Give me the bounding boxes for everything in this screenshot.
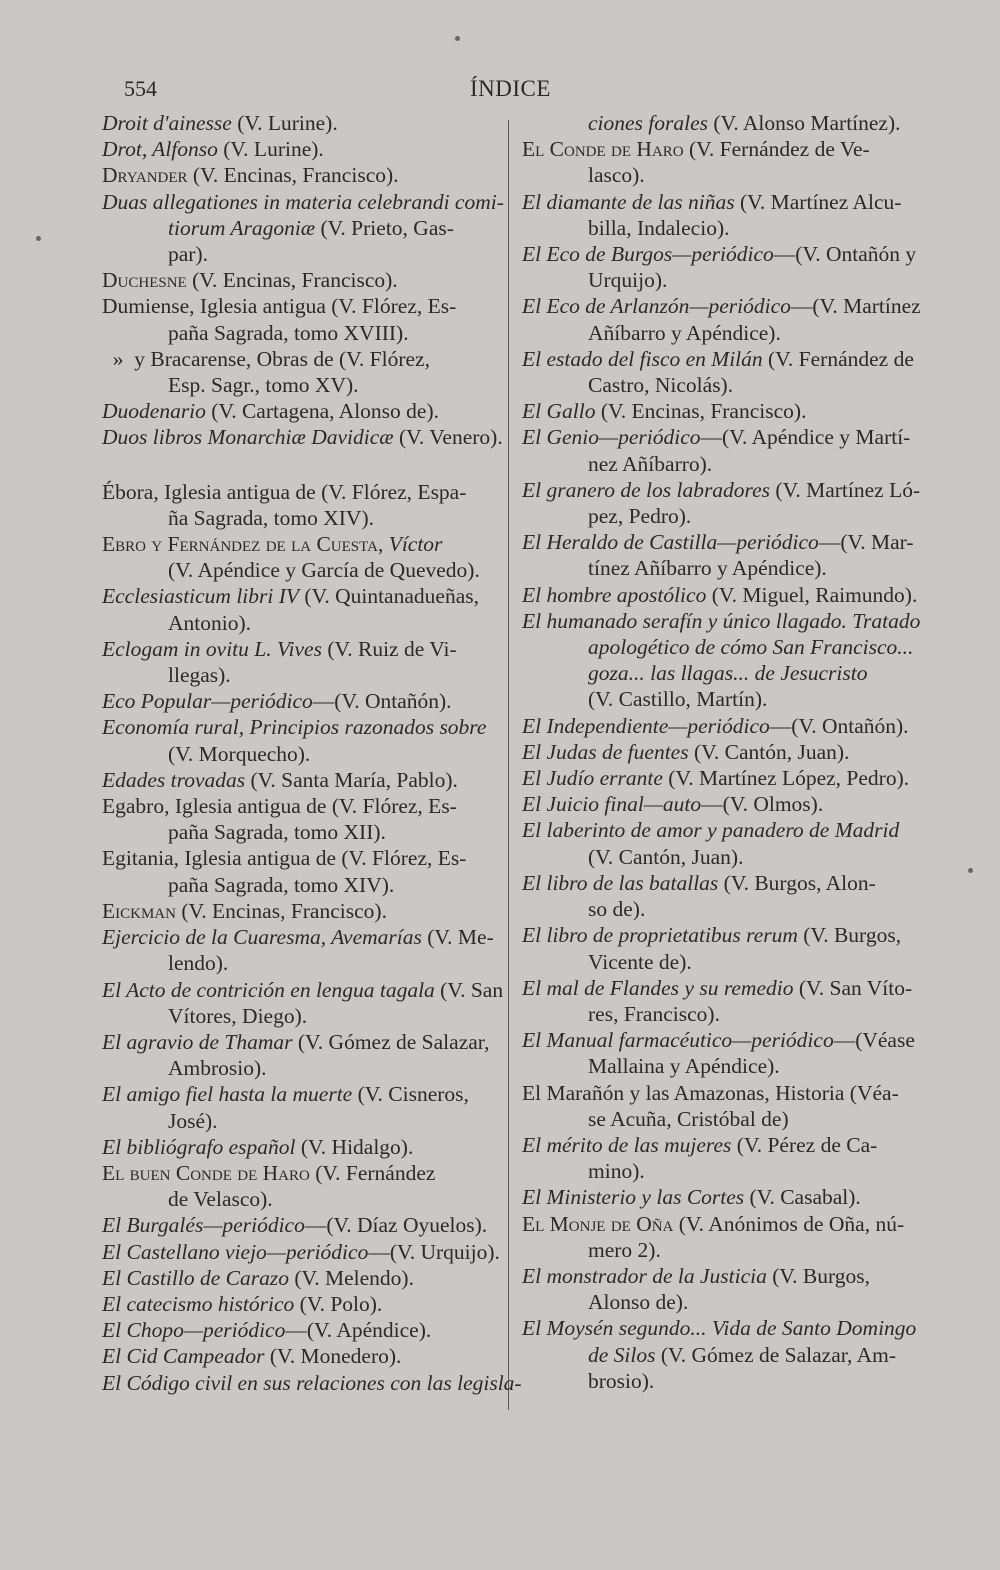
index-entry-continuation: paña Sagrada, tomo XVIII). <box>168 320 409 345</box>
index-entry <box>88 110 496 136</box>
index-entry-line: Eclogam in ovitu L. Vives (V. Ruiz de Vi- <box>102 636 457 661</box>
index-entry-line: El bibliógrafo español (V. Hidalgo). <box>102 1134 414 1159</box>
index-entry-continuation: de Velasco). <box>168 1187 273 1212</box>
index-entry-continuation: res, Francisco). <box>588 1001 720 1026</box>
index-entry <box>508 189 928 241</box>
index-entry-line: El amigo fiel hasta la muerte (V. Cisneros, <box>102 1082 469 1107</box>
index-entry-line: El Gallo (V. Encinas, Francisco). <box>522 399 807 424</box>
index-entry-line: El catecismo histórico (V. Polo). <box>102 1291 383 1316</box>
index-entry-line: Edades trovadas (V. Santa María, Pablo). <box>102 767 458 792</box>
index-entry-continuation: paña Sagrada, tomo XII). <box>168 820 386 845</box>
index-entry <box>508 1080 928 1132</box>
ink-speck <box>968 868 973 873</box>
index-entry-line: Egabro, Iglesia antigua de (V. Flórez, Es- <box>102 794 457 819</box>
index-entry <box>88 924 496 976</box>
index-entry <box>88 898 496 924</box>
index-entry-continuation: billa, Indalecio). <box>588 215 730 240</box>
index-entry <box>508 922 928 974</box>
index-entry-line: Droit d'ainesse (V. Lurine). <box>102 111 338 135</box>
index-entry <box>88 267 496 293</box>
index-entry-line: El Código civil en sus relaciones con las legisla- <box>102 1370 522 1395</box>
index-entry <box>508 293 928 345</box>
index-entry-line: Duos libros Monarchiæ Davidicæ (V. Venero). <box>102 425 503 450</box>
index-entry <box>508 1027 928 1079</box>
index-entry <box>508 398 928 424</box>
index-entry <box>88 767 496 793</box>
index-entry <box>508 241 928 293</box>
index-entry-line: El laberinto de amor y panadero de Madrid <box>522 818 900 843</box>
index-entry-continuation: llegas). <box>168 663 231 688</box>
index-entry-line: Duas allegationes in materia celebrandi comi- <box>102 189 504 214</box>
index-entry-continuation: (V. Castillo, Martín). <box>588 687 768 712</box>
index-entry <box>88 136 496 162</box>
index-entry-line: El libro de proprietatibus rerum (V. Burgos, <box>522 923 902 948</box>
index-entry-continuation: ña Sagrada, tomo XIV). <box>168 505 374 530</box>
index-entry <box>88 1160 496 1212</box>
index-entry <box>508 975 928 1027</box>
index-entry <box>88 1291 496 1317</box>
index-entry <box>508 424 928 476</box>
index-entry-line: » y Bracarense, Obras de (V. Flórez, <box>102 346 430 371</box>
index-entry-line: El Judas de fuentes (V. Cantón, Juan). <box>522 739 850 764</box>
index-entry <box>88 1239 500 1265</box>
index-entry-line: El Genio—periódico—(V. Apéndice y Martí- <box>522 425 911 450</box>
index-entry <box>508 346 928 398</box>
index-entry <box>508 608 928 660</box>
index-entry-line: El Independiente—periódico—(V. Ontañón). <box>522 713 909 738</box>
index-entry-line: El Conde de Haro (V. Fernández de Ve- <box>522 137 870 162</box>
index-entry <box>88 845 496 897</box>
index-entry-continuation: so de). <box>588 897 646 922</box>
right-column <box>508 110 928 1394</box>
index-entry-line: El Chopo—periódico—(V. Apéndice). <box>102 1318 432 1343</box>
index-entry-line: Economía rural, Principios razonados sobre <box>102 715 487 740</box>
index-entry <box>508 529 928 581</box>
index-entry-continuation: apologético de cómo San Francisco... <box>588 635 914 660</box>
index-entry <box>88 162 496 188</box>
section-gap <box>88 451 496 479</box>
index-entry-line: Eickman (V. Encinas, Francisco). <box>102 898 387 923</box>
index-entry-line: El mérito de las mujeres (V. Pérez de Ca- <box>522 1132 878 1157</box>
index-entry <box>88 479 496 531</box>
index-entry-line: El agravio de Thamar (V. Gómez de Salazar, <box>102 1029 490 1054</box>
index-entry-line: El humanado serafín y único llagado. Tratado <box>522 608 921 633</box>
index-entry <box>88 688 496 714</box>
index-entry-line: El buen Conde de Haro (V. Fernández <box>102 1160 436 1185</box>
index-entry <box>508 1368 928 1394</box>
index-entry <box>88 424 503 450</box>
index-entry <box>508 660 928 686</box>
index-entry <box>88 583 496 635</box>
index-entry <box>88 1370 522 1396</box>
index-entry-continuation: mero 2). <box>588 1237 661 1262</box>
index-entry-line: El monstrador de la Justicia (V. Burgos, <box>522 1263 871 1288</box>
index-entry-continuation: Vítores, Diego). <box>168 1003 308 1028</box>
index-entry-continuation: ciones forales (V. Alonso Martínez). <box>588 111 901 135</box>
index-entry-continuation: Castro, Nicolás). <box>588 373 734 398</box>
index-entry-line: El Castillo de Carazo (V. Melendo). <box>102 1265 414 1290</box>
ink-speck <box>36 236 41 241</box>
index-entry-line: El Ministerio y las Cortes (V. Casabal). <box>522 1185 861 1210</box>
index-entry-line: Duchesne (V. Encinas, Francisco). <box>102 268 398 293</box>
index-entry-line: Duodenario (V. Cartagena, Alonso de). <box>102 399 439 424</box>
index-entry-line: Drot, Alfonso (V. Lurine). <box>102 137 324 162</box>
index-entry-continuation: Esp. Sagr., tomo XV). <box>168 373 359 398</box>
index-entry <box>88 636 496 688</box>
index-entry <box>88 1134 496 1160</box>
index-entry-continuation: (V. Apéndice y García de Quevedo). <box>168 558 480 583</box>
index-entry <box>88 1212 496 1238</box>
index-entry <box>508 477 928 529</box>
index-entry-continuation: tínez Añíbarro y Apéndice). <box>588 556 827 581</box>
index-entry-line: El Juicio final—auto—(V. Olmos). <box>522 792 824 817</box>
index-entry-continuation: tiorum Aragoniæ (V. Prieto, Gas- <box>168 215 454 240</box>
index-entry <box>508 765 928 791</box>
index-entry <box>508 870 928 922</box>
index-entry-continuation: nez Añíbarro). <box>588 451 713 476</box>
index-entry <box>88 293 496 345</box>
index-entry <box>508 713 928 739</box>
index-entry <box>508 136 928 188</box>
left-column <box>88 110 522 1396</box>
index-entry <box>88 1343 496 1369</box>
index-entry-line: Ejercicio de la Cuaresma, Avemarías (V. Me- <box>102 925 494 950</box>
index-entry-line: El Cid Campeador (V. Monedero). <box>102 1344 402 1369</box>
index-entry <box>88 189 504 241</box>
index-entry <box>88 531 496 583</box>
index-entry <box>88 977 504 1029</box>
index-entry-continuation: lendo). <box>168 951 229 976</box>
index-entry-continuation: Alonso de). <box>588 1290 689 1315</box>
index-entry <box>88 1317 496 1343</box>
index-entry-line: El Castellano viejo—periódico—(V. Urquijo). <box>102 1239 500 1264</box>
index-entry <box>508 110 928 136</box>
ink-speck <box>455 36 460 41</box>
page-number: 554 <box>124 76 157 101</box>
index-entry <box>88 1029 496 1081</box>
index-entry-line: El Acto de contrición en lengua tagala (V. San <box>102 977 504 1002</box>
index-entry-line: Eco Popular—periódico—(V. Ontañón). <box>102 689 452 714</box>
index-entry <box>88 241 496 267</box>
index-entry-line: El Burgalés—periódico—(V. Díaz Oyuelos). <box>102 1213 488 1238</box>
index-entry-line: El Monje de Oña (V. Anónimos de Oña, nú- <box>522 1211 905 1236</box>
index-entry <box>88 714 496 766</box>
index-entry-continuation: Vicente de). <box>588 949 692 974</box>
index-entry-continuation: brosio). <box>588 1368 655 1393</box>
index-entry-line: Egitania, Iglesia antigua de (V. Flórez, Es- <box>102 846 467 871</box>
index-entry <box>508 1184 928 1210</box>
index-entry-line: Dryander (V. Encinas, Francisco). <box>102 163 399 188</box>
index-entry-continuation: mino). <box>588 1159 645 1184</box>
page-title: ÍNDICE <box>470 76 551 101</box>
index-entry <box>508 582 928 608</box>
index-entry-continuation: de Silos (V. Gómez de Salazar, Am- <box>588 1342 897 1367</box>
index-entry-line: El libro de las batallas (V. Burgos, Alon- <box>522 870 876 895</box>
index-entry-continuation: lasco). <box>588 163 645 188</box>
index-entry-line: Dumiense, Iglesia antigua (V. Flórez, Es- <box>102 294 457 319</box>
index-entry-continuation: goza... las llagas... de Jesucristo <box>588 661 868 686</box>
index-entry-line: Ébora, Iglesia antigua de (V. Flórez, Espa- <box>102 479 467 504</box>
index-entry <box>508 1263 928 1315</box>
index-entry-line: Ecclesiasticum libri IV (V. Quintanadueñas, <box>102 584 479 609</box>
index-entry-line: Ebro y Fernández de la Cuesta, Víctor <box>102 532 443 557</box>
index-entry-line: El Manual farmacéutico—periódico—(Véase <box>522 1028 915 1053</box>
index-entry-line: El mal de Flandes y su remedio (V. San Vítо- <box>522 975 913 1000</box>
index-entry-continuation: se Acuña, Cristóbal de) <box>588 1106 789 1131</box>
index-entry-line: El diamante de las niñas (V. Martínez Alcu- <box>522 189 902 214</box>
index-entry <box>88 398 496 424</box>
index-entry-line: El Eco de Burgos—periódico—(V. Ontañón y <box>522 242 917 267</box>
index-entry <box>88 1265 496 1291</box>
index-entry-line: El Heraldo de Castilla—periódico—(V. Mar- <box>522 530 914 555</box>
index-entry-line: El hombre apostólico (V. Miguel, Raimundo). <box>522 582 918 607</box>
index-entry <box>508 817 928 869</box>
index-entry <box>88 793 496 845</box>
index-entry-line: El estado del fisco en Milán (V. Fernández de <box>522 346 914 371</box>
index-entry-continuation: Antonio). <box>168 610 252 635</box>
index-entry-continuation: Ambrosio). <box>168 1056 267 1081</box>
index-entry-line: El granero de los labradores (V. Martínez Ló- <box>522 477 921 502</box>
index-entry-continuation: paña Sagrada, tomo XIV). <box>168 872 395 897</box>
index-entry <box>88 1081 496 1133</box>
index-entry-continuation: Urquijo). <box>588 268 668 293</box>
index-entry <box>88 346 496 398</box>
index-entry-line: El Eco de Arlanzón—periódico—(V. Martínez <box>522 294 921 319</box>
index-entry-continuation: José). <box>168 1108 218 1133</box>
index-entry-line: El Marañón y las Amazonas, Historia (Véa- <box>522 1080 899 1105</box>
index-entry <box>508 791 928 817</box>
index-entry-continuation: (V. Cantón, Juan). <box>588 844 744 869</box>
index-entry-continuation: Añíbarro y Apéndice). <box>588 320 781 345</box>
index-entry <box>508 686 928 712</box>
index-entry-continuation: Mallaina y Apéndice). <box>588 1054 780 1079</box>
index-entry <box>508 1211 928 1263</box>
index-entry <box>508 739 928 765</box>
index-entry <box>508 1315 928 1367</box>
index-entry-line: El Moysén segundo... Vida de Santo Domingo <box>522 1316 917 1341</box>
index-entry-line: El Judío errante (V. Martínez López, Pedro). <box>522 766 910 791</box>
index-entry-continuation: pez, Pedro). <box>588 504 692 529</box>
index-entry <box>508 1132 928 1184</box>
index-entry-continuation: par). <box>168 242 208 267</box>
index-entry-continuation: (V. Morquecho). <box>168 741 311 766</box>
